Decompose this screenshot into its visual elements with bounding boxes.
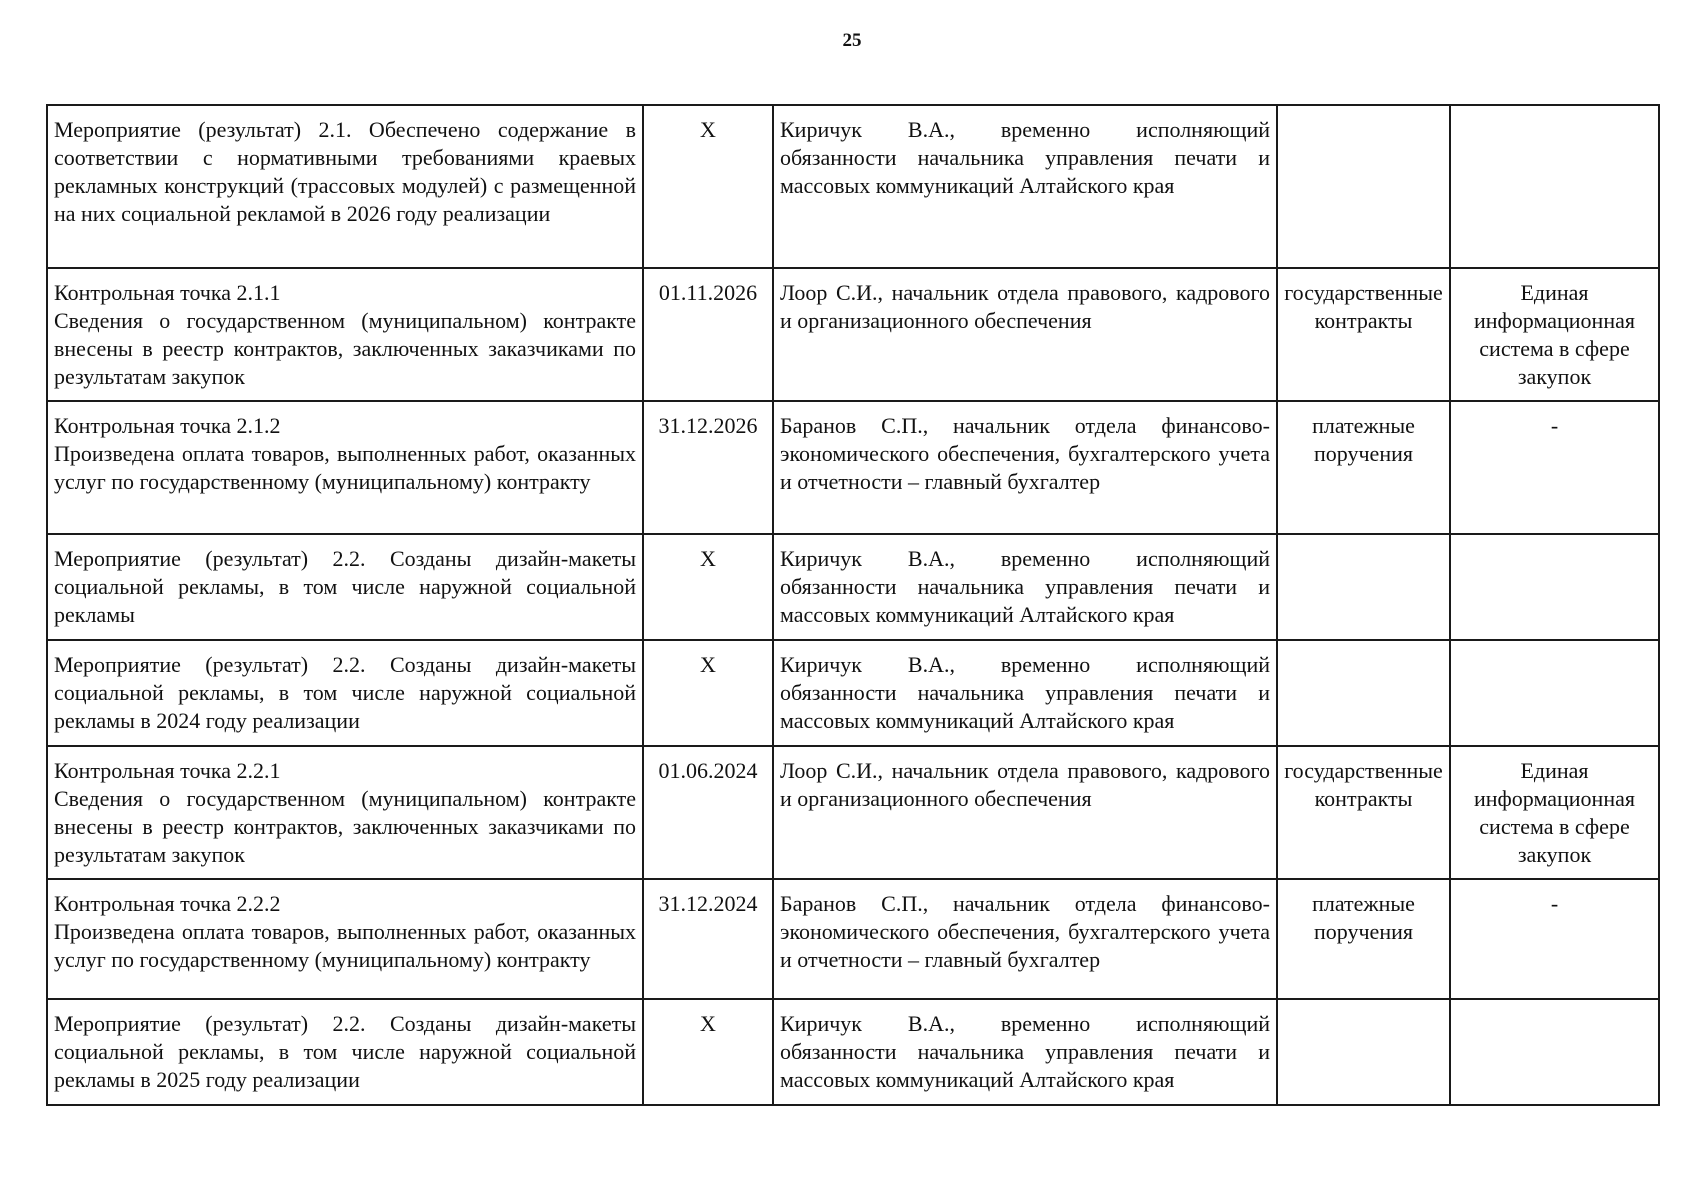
- row-detail: Сведения о государственном (муниципальном) контракте внесены в реестр контрактов, заключенных заказчиками по результатам закупок: [54, 786, 636, 867]
- event-name-cell: [47, 534, 643, 640]
- document-type-cell: [1277, 640, 1450, 746]
- info-system-cell: -: [1450, 401, 1659, 534]
- event-name-cell: [47, 640, 643, 746]
- document-type-cell: [1277, 999, 1450, 1105]
- info-system-cell: [1450, 640, 1659, 746]
- row-title: Мероприятие (результат) 2.2. Созданы дизайн-макеты социальной рекламы, в том числе наружной социальной рекламы в 2025 году реализации: [54, 1011, 636, 1092]
- event-name-cell: [47, 999, 643, 1105]
- deadline-cell: X: [643, 999, 773, 1105]
- control-point-cell: [47, 879, 643, 999]
- row-title: Контрольная точка 2.2.1: [54, 758, 281, 783]
- row-detail: Сведения о государственном (муниципальном) контракте внесены в реестр контрактов, заключенных заказчиками по результатам закупок: [54, 308, 636, 389]
- control-points-table: [46, 104, 1660, 1106]
- responsible-cell: Киричук В.А., временно исполняющий обязанности начальника управления печати и массовых коммуникаций Алтайского края: [773, 534, 1277, 640]
- responsible-cell: Лоор С.И., начальник отдела правового, кадрового и организационного обеспечения: [773, 746, 1277, 879]
- table-row: [47, 534, 1659, 640]
- document-type-cell: [1277, 534, 1450, 640]
- document-type-cell: платежные поручения: [1277, 879, 1450, 999]
- responsible-cell: Киричук В.А., временно исполняющий обязанности начальника управления печати и массовых коммуникаций Алтайского края: [773, 999, 1277, 1105]
- responsible-cell: Киричук В.А., временно исполняющий обязанности начальника управления печати и массовых коммуникаций Алтайского края: [773, 105, 1277, 268]
- table-row: [47, 999, 1659, 1105]
- row-title: Мероприятие (результат) 2.2. Созданы дизайн-макеты социальной рекламы, в том числе наружной социальной рекламы в 2024 году реализации: [54, 652, 636, 733]
- table-row: [47, 640, 1659, 746]
- deadline-cell: 31.12.2026: [643, 401, 773, 534]
- deadline-cell: X: [643, 640, 773, 746]
- table-row: [47, 879, 1659, 999]
- document-type-cell: государственные контракты: [1277, 268, 1450, 401]
- responsible-cell: Баранов С.П., начальник отдела финансово-экономического обеспечения, бухгалтерского учета и отчетности – главный бухгалтер: [773, 879, 1277, 999]
- responsible-cell: Киричук В.А., временно исполняющий обязанности начальника управления печати и массовых коммуникаций Алтайского края: [773, 640, 1277, 746]
- document-type-cell: [1277, 105, 1450, 268]
- row-title: Контрольная точка 2.1.1: [54, 280, 281, 305]
- deadline-cell: 31.12.2024: [643, 879, 773, 999]
- row-detail: Произведена оплата товаров, выполненных работ, оказанных услуг по государственному (муниципальному) контракту: [54, 919, 636, 972]
- control-point-cell: [47, 401, 643, 534]
- row-title: Контрольная точка 2.2.2: [54, 891, 281, 916]
- table-row: [47, 105, 1659, 268]
- table-row: [47, 401, 1659, 534]
- deadline-cell: 01.11.2026: [643, 268, 773, 401]
- info-system-cell: [1450, 105, 1659, 268]
- control-point-cell: [47, 746, 643, 879]
- responsible-cell: Лоор С.И., начальник отдела правового, кадрового и организационного обеспечения: [773, 268, 1277, 401]
- row-detail: Произведена оплата товаров, выполненных работ, оказанных услуг по государственному (муниципальному) контракту: [54, 441, 636, 494]
- info-system-cell: Единая информационная система в сфере закупок: [1450, 746, 1659, 879]
- deadline-cell: 01.06.2024: [643, 746, 773, 879]
- table-row: [47, 268, 1659, 401]
- info-system-cell: Единая информационная система в сфере закупок: [1450, 268, 1659, 401]
- row-title: Мероприятие (результат) 2.1. Обеспечено содержание в соответствии с нормативными требованиями краевых рекламных конструкций (трассовых модулей) с размещенной на них социальной рекламой в 2026 году реализации: [54, 117, 636, 226]
- info-system-cell: [1450, 999, 1659, 1105]
- document-type-cell: платежные поручения: [1277, 401, 1450, 534]
- row-title: Мероприятие (результат) 2.2. Созданы дизайн-макеты социальной рекламы, в том числе наружной социальной рекламы: [54, 546, 636, 627]
- page-number: 25: [842, 30, 862, 51]
- info-system-cell: -: [1450, 879, 1659, 999]
- info-system-cell: [1450, 534, 1659, 640]
- deadline-cell: X: [643, 105, 773, 268]
- document-type-cell: государственные контракты: [1277, 746, 1450, 879]
- responsible-cell: Баранов С.П., начальник отдела финансово-экономического обеспечения, бухгалтерского учета и отчетности – главный бухгалтер: [773, 401, 1277, 534]
- row-title: Контрольная точка 2.1.2: [54, 413, 281, 438]
- event-name-cell: [47, 105, 643, 268]
- deadline-cell: X: [643, 534, 773, 640]
- table-row: [47, 746, 1659, 879]
- control-point-cell: [47, 268, 643, 401]
